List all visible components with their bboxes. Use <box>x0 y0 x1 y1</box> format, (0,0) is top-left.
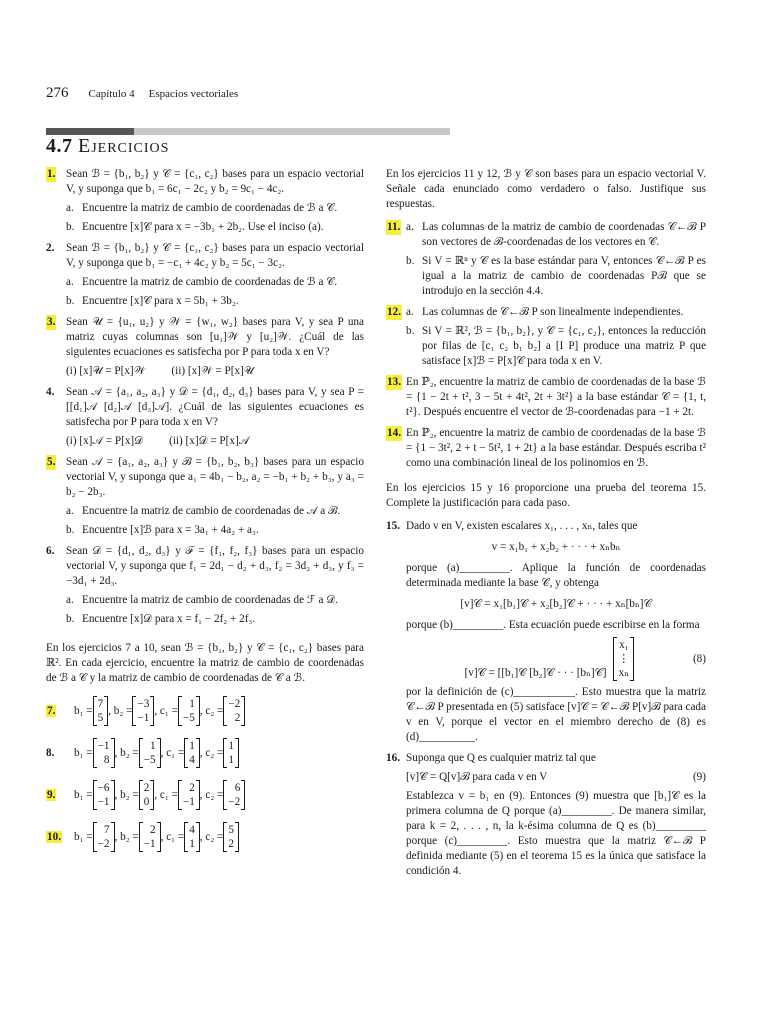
exercise-number: 12. <box>387 306 401 318</box>
exercise-13 <box>386 375 706 420</box>
running-head <box>46 86 238 102</box>
step-text: porque (a)_________. Aplique la función de coordenadas determinada mediante la base 𝒞, y obtenga <box>406 562 706 589</box>
intro-7-10: En los ejercicios 7 a 10, sean ℬ = {b₁, b₂} y 𝒞 = {c₁, c₂} bases para ℝ². En cada ejercicio, encuentre la matriz de cambio de coordenadas de ℬ a 𝒞 y la matriz de cambio de coordenadas de 𝒞 a ℬ. <box>46 642 364 684</box>
equation: [v]𝒞 = Q[v]ℬ para cada v en V <box>406 771 548 783</box>
intro-15-16: En los ejercicios 15 y 16 proporcione una prueba del teorema 15. Complete la justificación para cada paso. <box>386 482 706 509</box>
vector-c2: 6 −2 <box>223 780 245 810</box>
option-i: (i) [x]𝒰 = P[x]𝒲 <box>66 365 146 377</box>
right-column <box>386 167 706 885</box>
intro-11-12: En los ejercicios 11 y 12, ℬ y 𝒞 son bases para un espacio vectorial V. Señale cada enunciado como verdadero o falso. Justifique sus respuestas. <box>386 168 706 210</box>
section-title <box>46 134 169 158</box>
vector-b2: 2 0 <box>139 780 155 810</box>
exercise-number: 13. <box>387 376 401 388</box>
exercise-2: 2. Sean ℬ = {b₁, b₂} y 𝒞 = {c₁, c₂} bases para un espacio vectorial V, y suponga que b₁ = −c₁ + 4c₂ y b₂ = 5c₁ − 3c₂. a. Encuentre la matriz de cambio de coordenadas de ℬ a 𝒞. b. Encuentre [x]𝒞 para x = 5b₁ + 3b₂. <box>46 242 364 307</box>
exercise-number: 9. <box>47 788 56 801</box>
section-heading: Ejercicios <box>78 135 170 157</box>
exercise-text: Sean ℬ = {b₁, b₂} y 𝒞 = {c₁, c₂} bases para un espacio vectorial V, y suponga que b₁ = −c₁ + 4c₂ y b₂ = 5c₁ − 3c₂. <box>66 242 364 269</box>
equation-tag: (9) <box>692 771 706 783</box>
vector-b1: 7 −2 <box>93 822 115 852</box>
exercise-9: 9. b₁ = −6 −1 , b₂ = 2 0 , c₁ = 2 −1 , c₂ = 6 −2 <box>46 778 364 812</box>
part-b: Encuentre [x]𝒞 para x = 5b₁ + 3b₂. <box>82 295 239 307</box>
exercise-text: Sean 𝒜 = {a₁, a₂, a₃} y ℬ = {b₁, b₂, b₃} bases para un espacio vectorial V, y suponga que a₁ = 4b₁ − b₂, a₂ = −b₁ + b₂ + b₃, y a₃ = b₂ − 2b₃. <box>66 456 364 498</box>
vector-c1: 4 1 <box>184 822 200 852</box>
step-text: Suponga que Q es cualquier matriz tal que <box>406 752 596 764</box>
part-a: Las columnas de la matriz de cambio de coordenadas 𝒞←ℬ P son vectores de ℬ-coordenadas de los vectores en 𝒞. <box>422 221 706 248</box>
chapter-title: Espacios vectoriales <box>148 88 239 100</box>
section-number: 4.7 <box>46 135 73 157</box>
exercise-5: 5. Sean 𝒜 = {a₁, a₂, a₃} y ℬ = {b₁, b₂, b₃} bases para un espacio vectorial V, y suponga que a₁ = 4b₁ − b₂, a₂ = −b₁ + b₂ + b₃, y a₃ = b₂ − 2b₃. a. Encuentre la matriz de cambio de coordenadas de 𝒜 a ℬ. b. Encuentre [x]ℬ para x = 3a₁ + 4a₂ + a₃. <box>47 456 364 536</box>
exercise-number: 7. <box>47 704 56 717</box>
exercise-16 <box>386 751 706 879</box>
equation-9 <box>406 770 706 785</box>
exercise-1: 1. Sean ℬ = {b₁, b₂} y 𝒞 = {c₁, c₂} bases para un espacio vectorial V, y suponga que b₁ = 6c₁ − 2c₂ y b₂ = 9c₁ − 4c₂. a. Encuentre la matriz de cambio de coordenadas de ℬ a 𝒞. b. Encuentre [x]𝒞 para x = −3b₁ + 2b₂. Use el inciso (a). <box>47 168 364 233</box>
exercise-text: Sean 𝒟 = {d₁, d₂, d₃} y ℱ = {f₁, f₂, f₃} bases para un espacio vectorial V, y suponga que f₁ = 2d₁ − d₂ + d₃, f₂ = 3d₂ + d₃, y f₃ = −3d₁ + 2d₃. <box>66 545 364 587</box>
part-b: Si V = ℝⁿ y 𝒞 es la base estándar para V, entonces 𝒞←ℬ P es igual a la matriz de cambio de coordenadas Pℬ que se introdujo en la sección 4.4. <box>422 255 706 297</box>
exercise-number: 5. <box>47 456 56 468</box>
left-column <box>46 167 364 862</box>
vector-c2: −2 2 <box>223 696 245 726</box>
exercise-number: 14. <box>387 427 401 439</box>
vector-b2: 2 −1 <box>139 822 161 852</box>
vector-c1: 1 4 <box>184 738 200 768</box>
part-a: Encuentre la matriz de cambio de coordenadas de ℬ a 𝒞. <box>82 276 338 288</box>
page-number: 276 <box>46 85 69 101</box>
vector-c2: 5 2 <box>223 822 239 852</box>
equation-8 <box>406 637 706 681</box>
option-ii: (ii) [x]𝒲 = P[x]𝒰 <box>171 365 254 377</box>
exercise-10: 10. b₁ = 7 −2 , b₂ = 2 −1 , c₁ = 4 1 , c₂ = 5 2 <box>46 820 364 854</box>
exercise-number: 11. <box>387 221 401 233</box>
part-b: Encuentre [x]ℬ para x = 3a₁ + 4a₂ + a₃. <box>82 524 259 536</box>
step-text: Dado v en V, existen escalares x₁, . . . , xₙ, tales que <box>406 520 638 532</box>
equation: [v]𝒞 = x₁[b₁]𝒞 + x₂[b₂]𝒞 + · · · + xₙ[bₙ]𝒞 <box>460 598 652 610</box>
equation: v = x₁b₁ + x₂b₂ + · · · + xₙbₙ <box>491 541 621 553</box>
exercise-14 <box>386 426 706 471</box>
exercise-7: 7. b₁ = 7 5 , b₂ = −3 −1 , c₁ = 1 −5 , c₂ = −2 2 <box>46 694 364 728</box>
exercise-4 <box>46 385 364 449</box>
exercise-number: 4. <box>46 386 55 398</box>
vector-b2: −3 −1 <box>132 696 154 726</box>
step-text: porque (b)_________. Esta ecuación puede escribirse en la forma <box>406 619 700 631</box>
coordinate-vector: x₁ ⋮ xₙ <box>613 637 634 681</box>
exercise-8: 8. b₁ = −1 8 , b₂ = 1 −5 , c₁ = 1 4 , c₂ = 1 1 <box>46 736 364 770</box>
vector-b1: −6 −1 <box>93 780 115 810</box>
part-b: Si V = ℝ², ℬ = {b₁, b₂}, y 𝒞 = {c₁, c₂}, entonces la reducción por filas de [c₁ c₂ b₁ b₂] a [I P] produce una matriz P que satisface [x]ℬ = P[x]𝒞 para toda x en V. <box>422 325 706 367</box>
vector-c1: 1 −5 <box>178 696 200 726</box>
part-a: Encuentre la matriz de cambio de coordenadas de ℬ a 𝒞. <box>82 202 338 214</box>
exercise-15 <box>386 519 706 745</box>
equation-left: [v]𝒞 = [[b₁]𝒞 [b₂]𝒞 · · · [bₙ]𝒞] <box>464 667 607 679</box>
step-text: por la definición de (c)___________. Esto muestra que la matriz 𝒞←ℬ P presentada en (5) satisface [v]𝒞 = 𝒞←ℬ P[v]ℬ para cada v en V, porque el vector en el miembro derecho de (8) es (d)__________. <box>406 686 706 743</box>
exercise-11: 11. a. Las columnas de la matriz de cambio de coordenadas 𝒞←ℬ P son vectores de ℬ-coordenadas de los vectores en 𝒞. b. Si V = ℝⁿ y 𝒞 es la base estándar para V, entonces 𝒞←ℬ P es igual a la matriz de cambio de coordenadas Pℬ que se introdujo en la sección 4.4. <box>387 221 706 297</box>
vector-b2: 1 −5 <box>139 738 161 768</box>
exercise-number: 8. <box>46 746 55 759</box>
exercise-6: 6. Sean 𝒟 = {d₁, d₂, d₃} y ℱ = {f₁, f₂, f₃} bases para un espacio vectorial V, y suponga que f₁ = 2d₁ − d₂ + d₃, f₂ = 3d₂ + d₃, y f₃ = −3d₁ + 2d₃. a. Encuentre la matriz de cambio de coordenadas de ℱ a 𝒟. b. Encuentre [x]𝒟 para x = f₁ − 2f₂ + 2f₃. <box>46 545 364 625</box>
exercise-3 <box>46 315 364 379</box>
exercise-number: 10. <box>47 830 61 843</box>
exercise-text: Sean 𝒜 = {a₁, a₂, a₃} y 𝒟 = {d₁, d₂, d₃} bases para V, y sea P = [[d₁]𝒜 [d₂]𝒜 [d₃]𝒜]. ¿Cuál de las siguientes ecuaciones es satisfecha por P para toda x en V? <box>66 386 364 428</box>
vector-c1: 2 −1 <box>178 780 200 810</box>
part-a: Encuentre la matriz de cambio de coordenadas de ℱ a 𝒟. <box>82 594 338 606</box>
equation-tag: (8) <box>692 652 706 665</box>
step-text: Establezca v = b₁ en (9). Entonces (9) muestra que [b₁]𝒞 es la primera columna de Q porque (a)_________. De manera similar, para k = 2, . . . , n, la k-ésima columna de Q es (b)_________ porque (c)_________. Esto muestra que la matriz 𝒞←ℬ P definida mediante (5) en el teorema 15 es la única que satisface la condición 4. <box>406 790 706 877</box>
exercise-number: 15. <box>386 520 400 532</box>
exercise-text: En ℙ₂, encuentre la matriz de cambio de coordenadas de la base ℬ = {1 − 3t², 2 + t − 5t², 1 + 2t} a la base estándar. Después escriba t² como una combinación lineal de los polinomios en ℬ. <box>406 427 706 469</box>
exercise-text: En ℙ₂, encuentre la matriz de cambio de coordenadas de la base ℬ = {1 − 2t + t², 3 − 5t + 4t², 2t + 3t²} a la base estándar 𝒞 = {1, t, t²}. Después encuentre el vector de ℬ-coordenadas para −1 + 2t. <box>406 376 706 418</box>
vector-c2: 1 1 <box>223 738 239 768</box>
vector-b1: −1 8 <box>93 738 115 768</box>
part-a: Encuentre la matriz de cambio de coordenadas de 𝒜 a ℬ. <box>82 505 341 517</box>
exercise-number: 16. <box>386 752 400 764</box>
exercise-number: 1. <box>47 168 56 180</box>
part-a: Las columnas de 𝒞←ℬ P son linealmente independientes. <box>422 306 684 318</box>
part-b: Encuentre [x]𝒞 para x = −3b₁ + 2b₂. Use el inciso (a). <box>82 221 324 233</box>
part-b: Encuentre [x]𝒟 para x = f₁ − 2f₂ + 2f₃. <box>82 613 256 625</box>
option-i: (i) [x]𝒜 = P[x]𝒟 <box>66 435 144 447</box>
chapter-label: Capítulo 4 <box>88 88 135 100</box>
exercise-12: 12. a. Las columnas de 𝒞←ℬ P son linealmente independientes. b. Si V = ℝ², ℬ = {b₁, b₂}, y 𝒞 = {c₁, c₂}, entonces la reducción por filas de [c₁ c₂ b₁ b₂] a [I P] produce una matriz P que satisface [x]ℬ = P[x]𝒞 para toda x en V. <box>387 306 706 367</box>
vector-b1: 7 5 <box>93 696 109 726</box>
option-ii: (ii) [x]𝒟 = P[x]𝒜 <box>169 435 250 447</box>
exercise-number: 2. <box>46 242 55 254</box>
exercise-text: Sean 𝒰 = {u₁, u₂} y 𝒲 = {w₁, w₂} bases para V, y sea P una matriz cuyas columnas son [u₁]𝒲 y [u₂]𝒲. ¿Cuál de las siguientes ecuaciones es satisfecha por P para toda x en V? <box>66 316 364 358</box>
exercise-number: 3. <box>47 316 56 328</box>
exercise-number: 6. <box>46 545 55 557</box>
exercise-text: Sean ℬ = {b₁, b₂} y 𝒞 = {c₁, c₂} bases para un espacio vectorial V, y suponga que b₁ = 6c₁ − 2c₂ y b₂ = 9c₁ − 4c₂. <box>66 168 364 195</box>
